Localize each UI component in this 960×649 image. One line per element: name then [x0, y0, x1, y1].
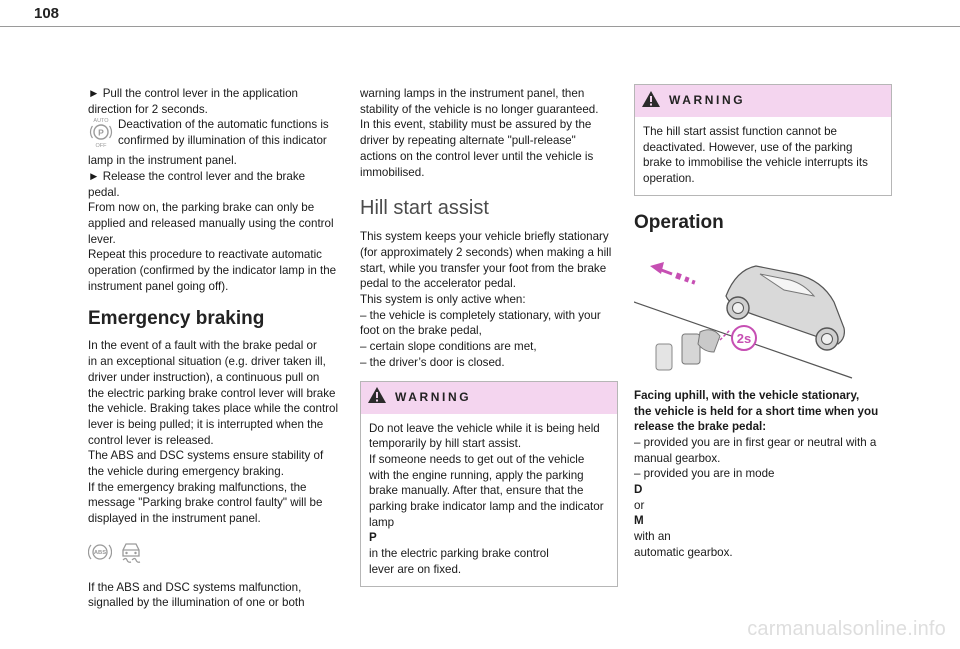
warning-header [635, 85, 891, 117]
heading-hill-start-assist: Hill start assist [360, 197, 489, 220]
text-line: The hill start assist function cannot be [643, 125, 837, 138]
hill-start-body [360, 229, 618, 370]
text-line: automatic gearbox. [634, 545, 733, 559]
text-line: – provided you are in mode D or M with an [634, 467, 775, 544]
text-line: In the event of a fault with the brake pedal or [88, 339, 317, 353]
text-line: actions on the control lever until the vehicle is [360, 149, 594, 163]
text-line: temporarily by hill start assist. [369, 437, 522, 451]
heading-emergency-braking: Emergency braking [88, 308, 265, 330]
warning-box-hill-start [360, 381, 618, 587]
svg-text:OFF: OFF [95, 143, 107, 149]
page-number: 108 [34, 5, 60, 22]
watermark: carmanualsonline.info [747, 618, 946, 640]
text-line: Do not leave the vehicle while it is being held [369, 421, 600, 435]
warning-title: WARNING [669, 93, 746, 108]
release-instructions [88, 153, 354, 294]
operation-intro [634, 388, 892, 435]
heading-operation: Operation [634, 211, 724, 233]
text-line: start, while you transfer your foot from the brake [360, 261, 607, 275]
column-2 [360, 86, 618, 587]
text-line: – certain slope conditions are met, [360, 340, 537, 354]
text-line: Facing uphill, with the vehicle stationary, [634, 388, 860, 402]
svg-text:ABS: ABS [93, 550, 107, 557]
svg-text:P: P [98, 127, 104, 138]
step-pull-lever [88, 86, 354, 117]
text-line: applied and released manually using the control [88, 216, 334, 230]
text-line: (for approximately 2 seconds) when making a hill [360, 245, 612, 259]
warning-triangle-icon [367, 386, 387, 409]
text-line: the vehicle. Braking takes place while the control [88, 402, 339, 416]
column-3 [634, 84, 892, 561]
text-line: immobilised. [360, 165, 425, 179]
text-line: the electric parking brake control lever will brake [88, 386, 336, 400]
text-line: – the driver’s door is closed. [360, 355, 505, 369]
text-line: operation (confirmed by the indicator lamp in the [88, 264, 337, 278]
text-line: Deactivation of the automatic functions is [118, 118, 329, 132]
text-line: driver under instruction), a continuous pull on [88, 370, 320, 384]
warning-header [361, 382, 617, 414]
text-line: foot on the brake pedal, [360, 324, 482, 338]
brake-pedal-icon [656, 330, 730, 370]
text-line: message "Parking brake control faulty" will be [88, 496, 323, 510]
parking-brake-auto-off-icon [88, 116, 114, 153]
text-line: signalled by the illumination of one or both [88, 596, 305, 610]
text-line: parking brake indicator lamp and the indicator [369, 500, 604, 514]
text-line: release the brake pedal: [634, 420, 767, 434]
text-line: lamp P in the electric parking brake control [369, 515, 549, 561]
hill-start-illustration [634, 244, 892, 382]
abs-dsc-malfunction [88, 580, 354, 611]
text-line: warning lamps in the instrument panel, then [360, 87, 585, 100]
text-line: pedal. [88, 185, 120, 199]
emergency-braking-body [88, 338, 354, 526]
operation-conditions [634, 435, 892, 561]
text-line: with the engine running, apply the parking [369, 468, 584, 482]
text-line: in an exceptional situation (e.g. driver taken ill, [88, 355, 326, 369]
timer-badge-label: 2s [736, 330, 752, 346]
warning-triangle-icon [641, 90, 661, 113]
text-line: If the emergency braking malfunctions, the [88, 480, 307, 494]
text-line: The ABS and DSC systems ensure stability of [88, 449, 324, 463]
warning-lamp-icons [88, 541, 354, 570]
svg-text:AUTO: AUTO [93, 118, 109, 125]
text-line: direction for 2 seconds. [88, 102, 208, 116]
text-line: operation. [643, 172, 695, 186]
text-line: confirmed by illumination of this indicator [118, 134, 327, 148]
text-line: lamp in the instrument panel. [88, 154, 237, 168]
text-line: manual gearbox. [634, 451, 721, 465]
warning-body [635, 117, 891, 195]
text-line: the vehicle is held for a short time when you [634, 404, 879, 418]
text-line: ► Release the control lever and the brake [88, 169, 306, 183]
text-line: This system is only active when: [360, 293, 526, 307]
warning-body [361, 414, 617, 586]
rollback-arrow-icon [650, 262, 696, 285]
text-line: lever are on fixed. [369, 562, 462, 576]
abs-warning-icon [88, 541, 112, 570]
column-1 [88, 86, 354, 611]
text-line: instrument panel going off). [88, 279, 229, 293]
text-line: ► Pull the control lever in the application [88, 87, 298, 100]
stability-continuation [360, 86, 618, 180]
text-line: the vehicle during emergency braking. [88, 465, 284, 479]
text-line: If the ABS and DSC systems malfunction, [88, 580, 302, 594]
warning-box-deactivation [634, 84, 892, 196]
text-line: This system keeps your vehicle briefly stationary [360, 230, 609, 244]
text-line: lever is being pulled; it is interrupted when the [88, 417, 324, 431]
text-line: deactivated. However, use of the parking [643, 140, 853, 154]
text-line: control lever is released. [88, 433, 214, 447]
text-line: – provided you are in first gear or neutral with a [634, 435, 877, 449]
text-line: displayed in the instrument panel. [88, 512, 261, 526]
timer-badge-icon [732, 326, 756, 350]
text-line: stability of the vehicle is no longer guaranteed. [360, 102, 599, 116]
text-line: pedal to the accelerator pedal. [360, 277, 516, 291]
text-line: brake to immobilise the vehicle interrupts its [643, 156, 868, 170]
header-rule [0, 26, 960, 27]
text-line: If someone needs to get out of the vehicle [369, 452, 585, 466]
text-line: In this event, stability must be assured by the [360, 118, 592, 132]
text-line: lever. [88, 232, 116, 246]
text-line: driver by repeating alternate "pull-release" [360, 134, 576, 148]
dsc-skid-icon [118, 541, 144, 570]
text-line: Repeat this procedure to reactivate automatic [88, 248, 322, 262]
text-line: – the vehicle is completely stationary, with your [360, 308, 601, 322]
auto-indicator-note [88, 117, 354, 153]
warning-title: WARNING [395, 389, 472, 404]
text-line: brake manually. After that, ensure that the [369, 484, 584, 498]
text-line: From now on, the parking brake can only be [88, 201, 315, 215]
